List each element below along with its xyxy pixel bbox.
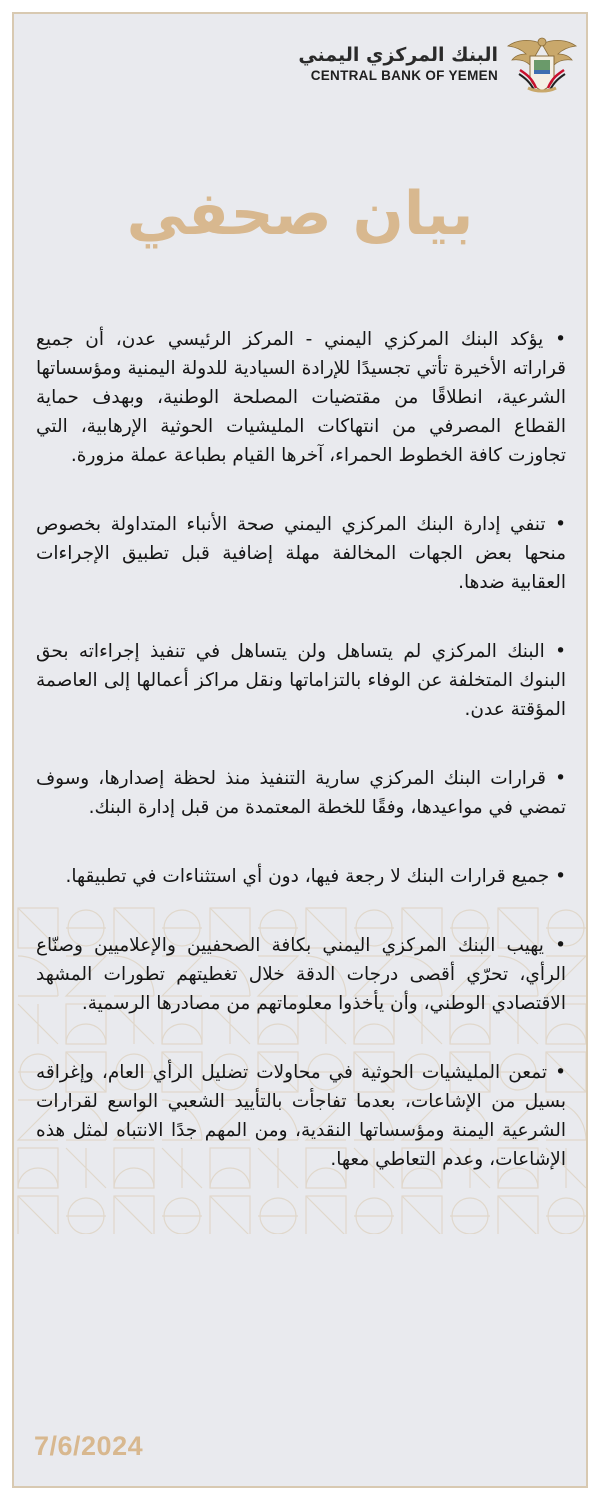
- paragraph-6: • يهيب البنك المركزي اليمني بكافة الصحفيين والإعلاميين وصنّاع الرأي، تحرّي أقصى درجات الدقة خلال تغطيتهم تطورات المشهد الاقتصادي الوطني، وأن يأخذوا معلوماتهم من مصادرها الرسمية.: [36, 935, 566, 1014]
- paragraph-2: • تنفي إدارة البنك المركزي اليمني صحة الأنباء المتداولة بخصوص منحها بعض الجهات المخالفة مهلة إضافية قبل تطبيق الإجراءات العقابية ضدها.: [36, 514, 566, 593]
- statement-date: 7/6/2024: [34, 1431, 144, 1461]
- paragraph-3: • البنك المركزي لم يتساهل ولن يتساهل في تنفيذ إجراءاته بحق البنوك المتخلفة عن الوفاء بالتزاماتها ونقل مراكز أعمالها إلى العاصمة المؤقتة عدن.: [36, 641, 566, 720]
- paragraph-1: • يؤكد البنك المركزي اليمني - المركز الرئيسي عدن، أن جميع قراراته الأخيرة تأتي تجسيدًا للإرادة السيادية للدولة اليمنية ومؤسساتها الشرعية، انطلاقًا من مقتضيات المصلحة الوطنية، وبهدف حماية القطاع المصرفي من انتهاكات المليشيات الحوثية الإرهابية، التي تجاوزت كافة الخطوط الحمراء، آخرها القيام بطباعة عملة مزورة.: [36, 329, 566, 466]
- yemen-eagle-emblem-icon: [506, 34, 578, 94]
- paragraph-7: • تمعن المليشيات الحوثية في محاولات تضليل الرأي العام، وإغراقه بسيل من الإشاعات، بعدما تفاجأت بالتأييد الشعبي الواسع لقرارات الشرعية اليمنة ومؤسساتها النقدية، ومن المهم جدًا الانتباه لمثل هذه الإشاعات، وعدم التعاطي معها.: [36, 1062, 566, 1170]
- bank-logo: [298, 34, 578, 94]
- bank-name-arabic: البنك المركزي اليمني: [298, 44, 498, 66]
- paragraph-4: • قرارات البنك المركزي سارية التنفيذ منذ لحظة إصدارها، وسوف تمضي في مواعيدها، وفقًا للخطة المعتمدة من قبل إدارة البنك.: [36, 768, 566, 818]
- statement-body: [36, 325, 566, 1214]
- paragraph-5: • جميع قرارات البنك لا رجعة فيها، دون أي استثناءات في تطبيقها.: [65, 866, 566, 887]
- page-title: بيان صحفي: [126, 179, 474, 249]
- statement-card: [12, 12, 588, 1488]
- bank-name-english: CENTRAL BANK OF YEMEN: [310, 68, 498, 83]
